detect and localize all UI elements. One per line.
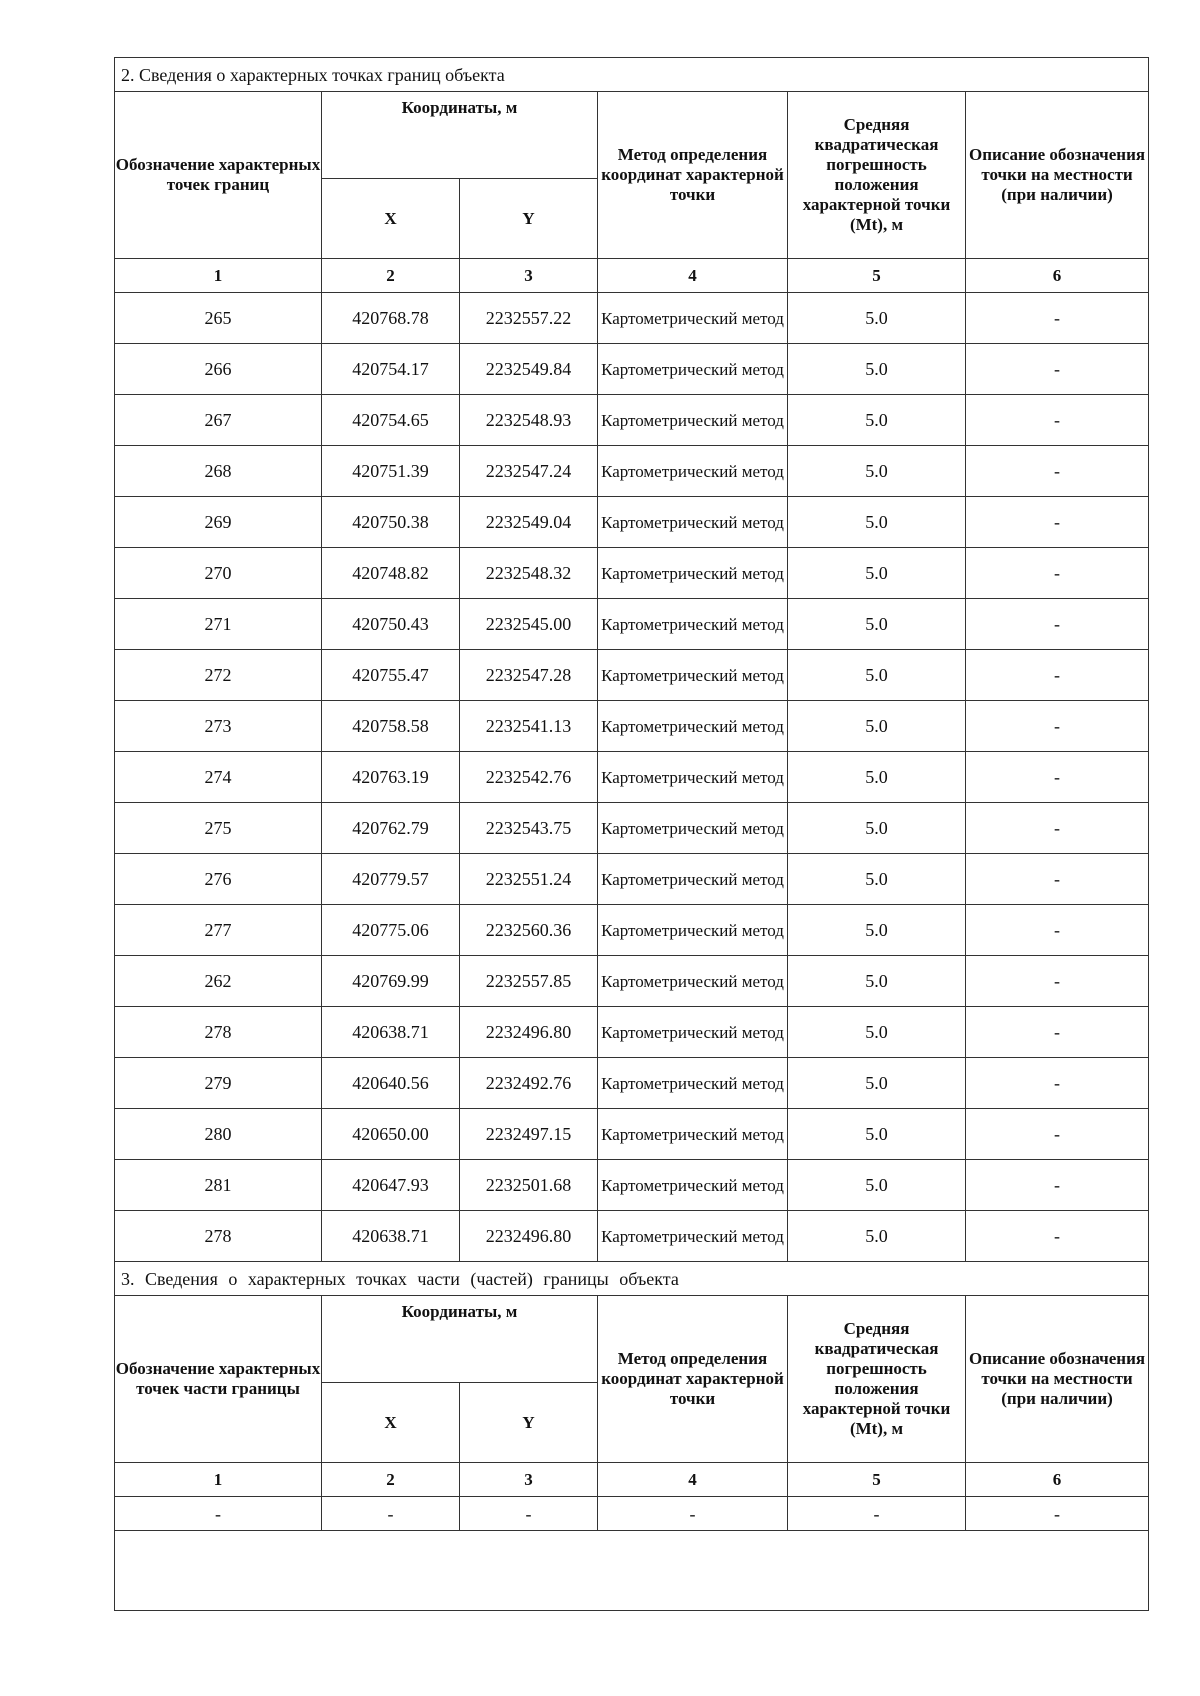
y-coordinate-cell: 2232547.28 [460, 650, 598, 701]
column-number: 5 [788, 1463, 966, 1497]
y-coordinate-cell: 2232557.22 [460, 293, 598, 344]
method-cell: Картометрический метод [598, 293, 788, 344]
description-cell: - [966, 1497, 1149, 1531]
header-x: X [322, 1383, 460, 1463]
error-value-cell: 5.0 [788, 752, 966, 803]
header-description: Описание обозначения точки на местности (при наличии) [966, 1296, 1149, 1463]
y-coordinate-cell: 2232557.85 [460, 956, 598, 1007]
method-cell: Картометрический метод [598, 803, 788, 854]
error-value-cell: 5.0 [788, 446, 966, 497]
x-coordinate-cell: 420775.06 [322, 905, 460, 956]
y-coordinate-cell: 2232549.84 [460, 344, 598, 395]
table-row [115, 548, 1149, 599]
y-coordinate-cell: 2232492.76 [460, 1058, 598, 1109]
point-number-cell: 273 [115, 701, 322, 752]
x-coordinate-cell: 420750.38 [322, 497, 460, 548]
document-page [114, 57, 1148, 1611]
blank-footer-area [115, 1531, 1149, 1611]
column-number: 4 [598, 1463, 788, 1497]
description-cell: - [966, 599, 1149, 650]
error-value-cell: 5.0 [788, 650, 966, 701]
method-cell: - [598, 1497, 788, 1531]
point-number-cell: 265 [115, 293, 322, 344]
x-coordinate-cell: 420762.79 [322, 803, 460, 854]
header-coordinates: Координаты, м [322, 92, 598, 179]
error-value-cell: 5.0 [788, 1058, 966, 1109]
point-number-cell: 280 [115, 1109, 322, 1160]
column-number: 3 [460, 1463, 598, 1497]
table-row [115, 1160, 1149, 1211]
description-cell: - [966, 395, 1149, 446]
description-cell: - [966, 548, 1149, 599]
description-cell: - [966, 293, 1149, 344]
x-coordinate-cell: 420750.43 [322, 599, 460, 650]
table-row [115, 1007, 1149, 1058]
error-value-cell: 5.0 [788, 1109, 966, 1160]
method-cell: Картометрический метод [598, 854, 788, 905]
table-row [115, 1497, 1149, 1531]
boundary-points-table [114, 57, 1149, 1611]
column-number: 4 [598, 259, 788, 293]
method-cell: Картометрический метод [598, 344, 788, 395]
y-coordinate-cell: 2232551.24 [460, 854, 598, 905]
error-value-cell: 5.0 [788, 701, 966, 752]
point-number-cell: 267 [115, 395, 322, 446]
method-cell: Картометрический метод [598, 1058, 788, 1109]
description-cell: - [966, 497, 1149, 548]
section-2-title: 2. Сведения о характерных точках границ объекта [115, 58, 1149, 92]
method-cell: Картометрический метод [598, 497, 788, 548]
table-row [115, 803, 1149, 854]
column-number: 3 [460, 259, 598, 293]
table-row [115, 650, 1149, 701]
point-number-cell: 276 [115, 854, 322, 905]
column-number: 6 [966, 1463, 1149, 1497]
point-number-cell: 279 [115, 1058, 322, 1109]
table-row [115, 599, 1149, 650]
error-value-cell: 5.0 [788, 344, 966, 395]
table-row [115, 956, 1149, 1007]
error-value-cell: 5.0 [788, 293, 966, 344]
point-number-cell: 274 [115, 752, 322, 803]
table-row [115, 854, 1149, 905]
error-value-cell: 5.0 [788, 1211, 966, 1262]
error-value-cell: 5.0 [788, 548, 966, 599]
point-number-cell: 268 [115, 446, 322, 497]
error-value-cell: - [788, 1497, 966, 1531]
description-cell: - [966, 905, 1149, 956]
table-row [115, 905, 1149, 956]
y-coordinate-cell: 2232549.04 [460, 497, 598, 548]
table-row [115, 701, 1149, 752]
description-cell: - [966, 1160, 1149, 1211]
error-value-cell: 5.0 [788, 1160, 966, 1211]
x-coordinate-cell: 420758.58 [322, 701, 460, 752]
y-coordinate-cell: 2232547.24 [460, 446, 598, 497]
table-row [115, 1058, 1149, 1109]
section-3-title: 3. Сведения о характерных точках части (частей) границы объекта [115, 1262, 1149, 1296]
y-coordinate-cell: 2232497.15 [460, 1109, 598, 1160]
header-y: Y [460, 179, 598, 259]
description-cell: - [966, 1007, 1149, 1058]
error-value-cell: 5.0 [788, 803, 966, 854]
point-number-cell: 281 [115, 1160, 322, 1211]
y-coordinate-cell: 2232548.93 [460, 395, 598, 446]
method-cell: Картометрический метод [598, 1160, 788, 1211]
point-number-cell: 278 [115, 1007, 322, 1058]
column-numbers-row [115, 259, 1149, 293]
y-coordinate-cell: - [460, 1497, 598, 1531]
column-number: 5 [788, 259, 966, 293]
y-coordinate-cell: 2232545.00 [460, 599, 598, 650]
x-coordinate-cell: 420769.99 [322, 956, 460, 1007]
x-coordinate-cell: 420779.57 [322, 854, 460, 905]
point-number-cell: 277 [115, 905, 322, 956]
header-error: Средняя квадратическая погрешность положения характерной точки (Mt), м [788, 92, 966, 259]
point-number-cell: 272 [115, 650, 322, 701]
column-numbers-row [115, 1463, 1149, 1497]
x-coordinate-cell: 420754.17 [322, 344, 460, 395]
method-cell: Картометрический метод [598, 650, 788, 701]
point-number-cell: 266 [115, 344, 322, 395]
column-number: 6 [966, 259, 1149, 293]
error-value-cell: 5.0 [788, 956, 966, 1007]
error-value-cell: 5.0 [788, 854, 966, 905]
x-coordinate-cell: 420768.78 [322, 293, 460, 344]
y-coordinate-cell: 2232560.36 [460, 905, 598, 956]
x-coordinate-cell: 420748.82 [322, 548, 460, 599]
x-coordinate-cell: 420638.71 [322, 1007, 460, 1058]
y-coordinate-cell: 2232548.32 [460, 548, 598, 599]
error-value-cell: 5.0 [788, 395, 966, 446]
header-method: Метод определения координат характерной точки [598, 1296, 788, 1463]
table-row [115, 497, 1149, 548]
description-cell: - [966, 1058, 1149, 1109]
x-coordinate-cell: 420754.65 [322, 395, 460, 446]
method-cell: Картометрический метод [598, 1007, 788, 1058]
table-row [115, 752, 1149, 803]
x-coordinate-cell: 420650.00 [322, 1109, 460, 1160]
description-cell: - [966, 446, 1149, 497]
point-number-cell: 275 [115, 803, 322, 854]
description-cell: - [966, 701, 1149, 752]
method-cell: Картометрический метод [598, 1211, 788, 1262]
y-coordinate-cell: 2232543.75 [460, 803, 598, 854]
column-number: 2 [322, 1463, 460, 1497]
header-method: Метод определения координат характерной точки [598, 92, 788, 259]
point-number-cell: 270 [115, 548, 322, 599]
header-y: Y [460, 1383, 598, 1463]
point-number-cell: 269 [115, 497, 322, 548]
error-value-cell: 5.0 [788, 905, 966, 956]
column-number: 1 [115, 259, 322, 293]
y-coordinate-cell: 2232542.76 [460, 752, 598, 803]
error-value-cell: 5.0 [788, 1007, 966, 1058]
description-cell: - [966, 1211, 1149, 1262]
header-designation: Обозначение характерных точек границ [115, 92, 322, 259]
point-number-cell: 271 [115, 599, 322, 650]
x-coordinate-cell: 420755.47 [322, 650, 460, 701]
method-cell: Картометрический метод [598, 548, 788, 599]
table-row [115, 1211, 1149, 1262]
point-number-cell: 262 [115, 956, 322, 1007]
description-cell: - [966, 803, 1149, 854]
method-cell: Картометрический метод [598, 446, 788, 497]
x-coordinate-cell: 420751.39 [322, 446, 460, 497]
header-x: X [322, 179, 460, 259]
point-number-cell: - [115, 1497, 322, 1531]
x-coordinate-cell: 420763.19 [322, 752, 460, 803]
description-cell: - [966, 650, 1149, 701]
table-row [115, 1109, 1149, 1160]
table-row [115, 293, 1149, 344]
description-cell: - [966, 752, 1149, 803]
column-number: 2 [322, 259, 460, 293]
column-number: 1 [115, 1463, 322, 1497]
method-cell: Картометрический метод [598, 1109, 788, 1160]
point-number-cell: 278 [115, 1211, 322, 1262]
description-cell: - [966, 854, 1149, 905]
table-row [115, 446, 1149, 497]
method-cell: Картометрический метод [598, 905, 788, 956]
header-coordinates: Координаты, м [322, 1296, 598, 1383]
error-value-cell: 5.0 [788, 599, 966, 650]
table-row [115, 344, 1149, 395]
error-value-cell: 5.0 [788, 497, 966, 548]
y-coordinate-cell: 2232541.13 [460, 701, 598, 752]
description-cell: - [966, 1109, 1149, 1160]
y-coordinate-cell: 2232496.80 [460, 1211, 598, 1262]
method-cell: Картометрический метод [598, 752, 788, 803]
method-cell: Картометрический метод [598, 701, 788, 752]
method-cell: Картометрический метод [598, 395, 788, 446]
x-coordinate-cell: 420640.56 [322, 1058, 460, 1109]
x-coordinate-cell: - [322, 1497, 460, 1531]
description-cell: - [966, 956, 1149, 1007]
description-cell: - [966, 344, 1149, 395]
header-error: Средняя квадратическая погрешность положения характерной точки (Mt), м [788, 1296, 966, 1463]
x-coordinate-cell: 420638.71 [322, 1211, 460, 1262]
table-row [115, 395, 1149, 446]
x-coordinate-cell: 420647.93 [322, 1160, 460, 1211]
header-designation: Обозначение характерных точек части границы [115, 1296, 322, 1463]
header-description: Описание обозначения точки на местности (при наличии) [966, 92, 1149, 259]
method-cell: Картометрический метод [598, 599, 788, 650]
method-cell: Картометрический метод [598, 956, 788, 1007]
y-coordinate-cell: 2232501.68 [460, 1160, 598, 1211]
y-coordinate-cell: 2232496.80 [460, 1007, 598, 1058]
